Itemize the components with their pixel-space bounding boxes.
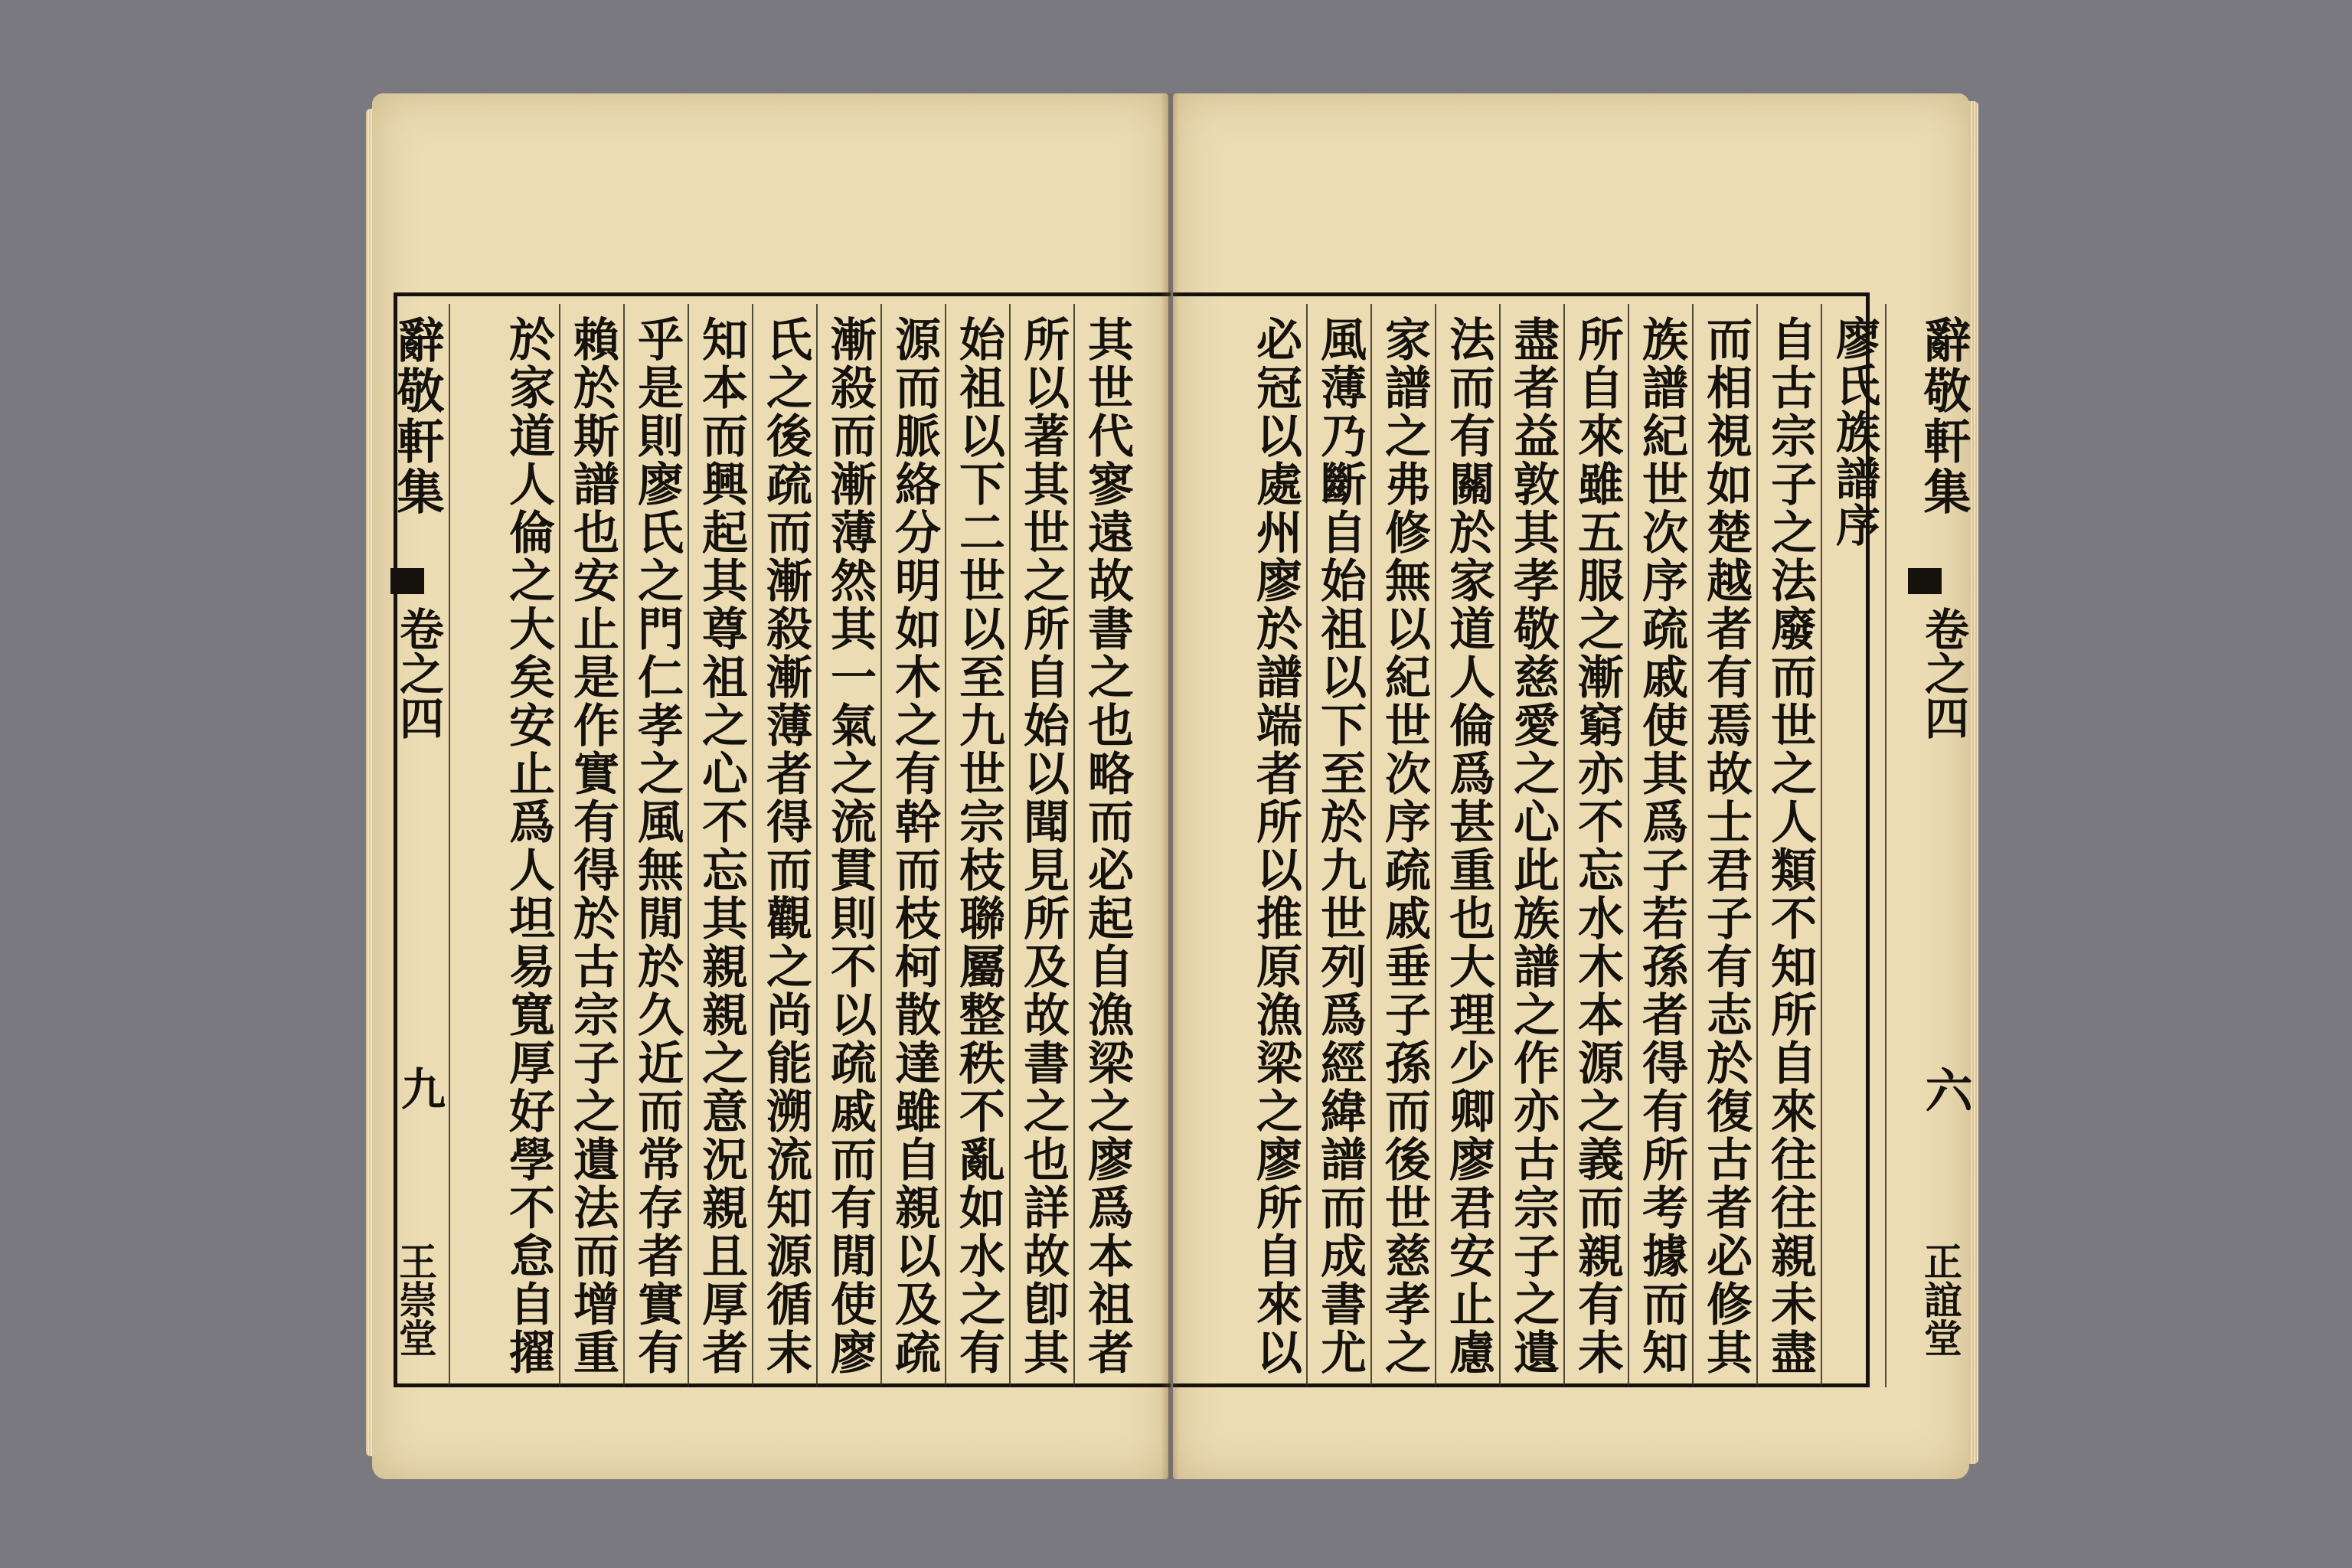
- column-rule: [1435, 304, 1436, 1387]
- text-column: 族譜紀世次序疏戚使其爲子若孫者得有所考據而知: [1635, 315, 1688, 1377]
- text-column: 家譜之弗修無以紀世次序疏戚垂子孫而後世慈孝之: [1377, 315, 1431, 1377]
- column-rule: [1692, 304, 1694, 1387]
- column-rule: [1499, 304, 1501, 1387]
- left-fishtail-mark: [390, 568, 424, 594]
- left-banxin-folio: 九: [394, 1066, 446, 1110]
- column-rule: [449, 304, 450, 1387]
- column-rule: [1009, 304, 1011, 1387]
- column-rule: [1821, 304, 1822, 1387]
- text-column: 氏之後疏而漸殺漸薄者得而觀之尚能溯流知源循末: [759, 315, 812, 1377]
- text-column: 源而脈絡分明如木之有幹而枝柯散達雖自親以及疏: [887, 315, 941, 1377]
- text-column: 其世代寥遠故書之也略而必起自漁梁之廖爲本祖者: [1080, 315, 1134, 1377]
- left-banxin-volume: 卷之四: [392, 606, 444, 740]
- right-banxin-hall: 正誼堂: [1918, 1242, 1963, 1357]
- text-column: 自古宗子之法廢而世之人類不知所自來往往親未盡: [1763, 315, 1817, 1377]
- text-column: 必冠以處州廖於譜端者所以推原漁梁之廖所自來以: [1249, 315, 1302, 1377]
- column-rule: [623, 304, 625, 1387]
- text-column: 法而有關於家道人倫爲甚重也大理少卿廖君安止慮: [1442, 315, 1495, 1377]
- text-column: 盡者益敦其孝敬慈愛之心此族譜之作亦古宗子之遺: [1506, 315, 1560, 1377]
- left-banxin-hall: 王崇堂: [393, 1242, 438, 1357]
- column-rule: [752, 304, 753, 1387]
- text-column: 而相視如楚越者有焉故士君子有志於復古者必修其: [1699, 315, 1753, 1377]
- column-rule: [1885, 304, 1886, 1387]
- text-column: 漸殺而漸薄然其一氣之流貫則不以疏戚而有閒使廖: [823, 315, 877, 1377]
- book-gutter: [1161, 93, 1179, 1479]
- text-column: 所以著其世之所自始以聞見所及故書之也詳故卽其: [1016, 315, 1070, 1377]
- text-column: 賴於斯譜也安止是作實有得於古宗子之遺法而增重: [566, 315, 619, 1377]
- right-page: [1173, 93, 1973, 1479]
- column-rule: [1370, 304, 1372, 1387]
- open-book: [372, 86, 1973, 1490]
- text-column: 乎是則廖氏之門仁孝之風無閒於久近而常存者實有: [630, 315, 684, 1377]
- text-column: 知本而興起其尊祖之心不忘其親親之意況親且厚者: [694, 315, 748, 1377]
- column-rule: [1563, 304, 1565, 1387]
- right-fishtail-mark: [1908, 568, 1942, 594]
- essay-title: 廖氏族譜序: [1828, 315, 1880, 549]
- column-rule: [1756, 304, 1758, 1387]
- column-rule: [688, 304, 689, 1387]
- right-banxin-title: 辭敬軒集: [1916, 315, 1971, 518]
- text-column: 風薄乃斷自始祖以下至於九世列爲經緯譜而成書尤: [1313, 315, 1367, 1377]
- column-rule: [816, 304, 818, 1387]
- column-rule: [945, 304, 946, 1387]
- right-banxin-volume: 卷之四: [1917, 606, 1969, 740]
- column-rule: [559, 304, 560, 1387]
- column-rule: [1306, 304, 1308, 1387]
- text-column: 始祖以下二世以至九世宗枝聯屬整秩不亂如水之有: [952, 315, 1005, 1377]
- text-column: 所自來雖五服之漸窮亦不忘水木本源之義而親有未: [1570, 315, 1624, 1377]
- left-page: [372, 93, 1168, 1479]
- text-column: 於家道人倫之大矣安止爲人坦易寬厚好學不怠自擢: [501, 315, 555, 1377]
- column-rule: [1628, 304, 1629, 1387]
- right-banxin-folio: 六: [1917, 1066, 1973, 1113]
- column-rule: [1073, 304, 1075, 1387]
- column-rule: [880, 304, 882, 1387]
- left-banxin-title: 辭敬軒集: [389, 315, 445, 518]
